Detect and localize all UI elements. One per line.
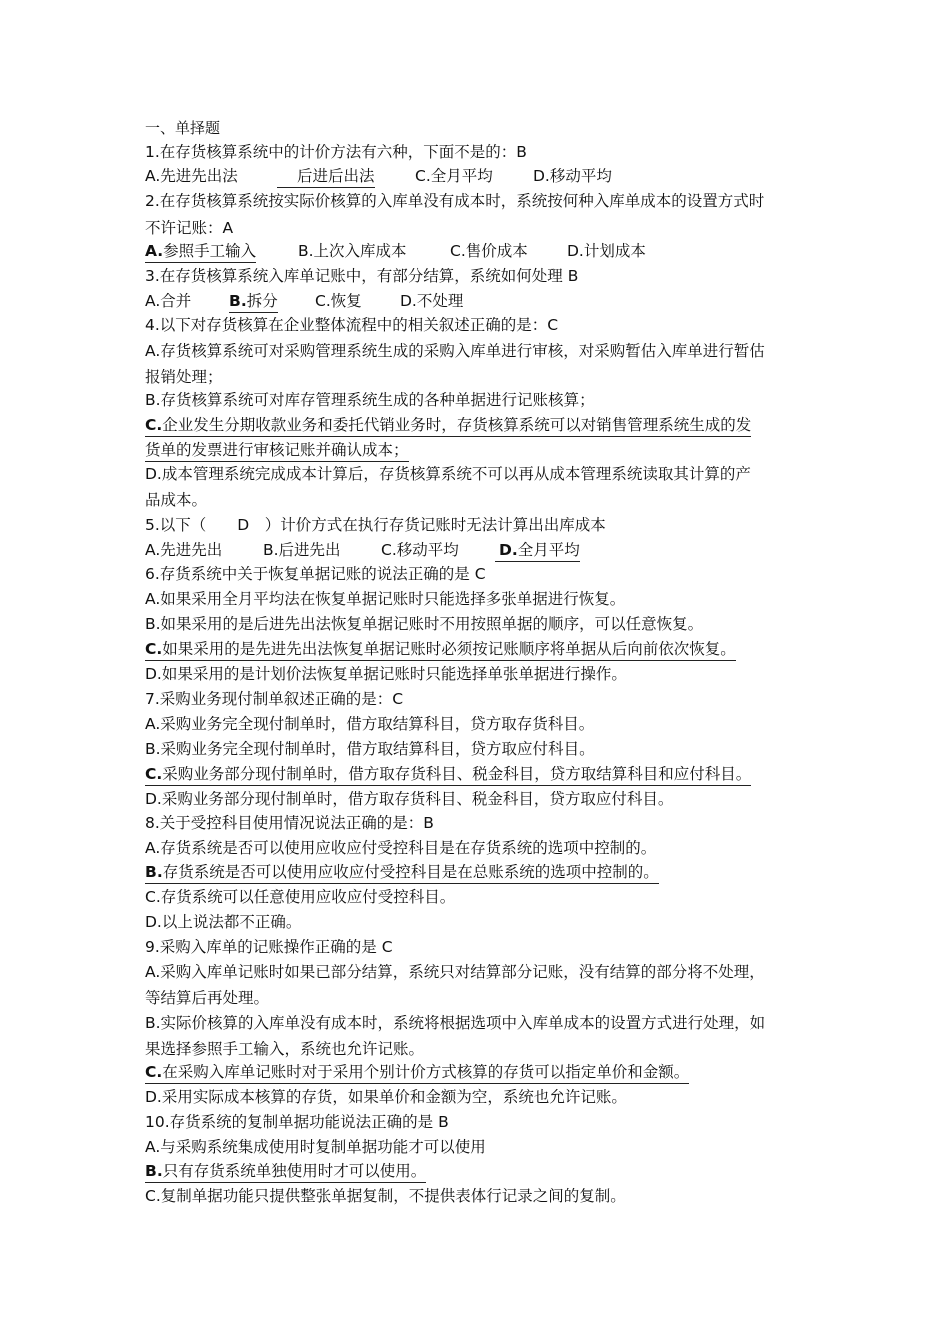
q4-option-d-line2: 品成本。 [145,491,208,509]
q1-option-b-answer: 后进后出法 [277,166,375,188]
q9-option-a-line1: A.采购入库单记账时如果已部分结算，系统只对结算部分记账，没有结算的部分将不处理， [145,963,765,981]
q2-option-b: B.上次入库成本 [298,242,407,260]
question-2-stem-line2: 不许记账：A [145,219,234,237]
q5-option-a: A.先进先出 [145,541,223,559]
question-6-stem: 6.存货系统中关于恢复单据记账的说法正确的是 C [145,565,486,583]
q1-option-d: D.移动平均 [533,167,612,185]
q7-option-d: D.采购业务部分现付制单时，借方取存货科目、税金科目，贷方取应付科目。 [145,790,674,808]
q9-option-d: D.采用实际成本核算的存货，如果单价和金额为空，系统也允许记账。 [145,1088,627,1106]
q10-option-c: C.复制单据功能只提供整张单据复制，不提供表体行记录之间的复制。 [145,1187,626,1205]
q4-option-c-answer-line2: 货单的发票进行审核记账并确认成本； [145,440,409,462]
question-1-stem: 1.在存货核算系统中的计价方法有六种，下面不是的：B [145,143,527,161]
question-9-stem: 9.采购入库单的记账操作正确的是 C [145,938,393,956]
q9-option-b-line1: B.实际价核算的入库单没有成本时，系统将根据选项中入库单成本的设置方式进行处理，如 [145,1014,766,1032]
question-7-stem: 7.采购业务现付制单叙述正确的是：C [145,690,404,708]
q1-option-c: C.全月平均 [415,167,493,185]
question-8-stem: 8.关于受控科目使用情况说法正确的是：B [145,814,434,832]
q7-option-c-answer: C.采购业务部分现付制单时，借方取存货科目、税金科目，贷方取结算科目和应付科目。 [145,764,751,786]
section-title: 一、单择题 [145,119,221,137]
question-10-stem: 10.存货系统的复制单据功能说法正确的是 B [145,1113,449,1131]
q3-option-c: C.恢复 [315,292,362,310]
q2-option-a-answer: A.参照手工输入 [145,241,256,263]
q8-option-a: A.存货系统是否可以使用应收应付受控科目是在存货系统的选项中控制的。 [145,839,657,857]
question-3-options [145,291,805,313]
question-2-options [145,241,805,263]
question-4-stem: 4.以下对存货核算在企业整体流程中的相关叙述正确的是：C [145,316,559,334]
q9-option-c-answer: C.在采购入库单记账时对于采用个别计价方式核算的存货可以指定单价和金额。 [145,1062,689,1084]
question-5-options [145,540,805,562]
q10-option-a: A.与采购系统集成使用时复制单据功能才可以使用 [145,1138,486,1156]
q4-option-d-line1: D.成本管理系统完成成本计算后，存货核算系统不可以再从成本管理系统读取其计算的产 [145,465,751,483]
question-3-stem: 3.在存货核算系统入库单记账中，有部分结算，系统如何处理 B [145,267,579,285]
q3-option-b-answer: B.拆分 [229,291,278,313]
q8-option-b-answer: B.存货系统是否可以使用应收应付受控科目是在总账系统的选项中控制的。 [145,862,659,884]
question-5-stem: 5.以下（ D ）计价方式在执行存货记账时无法计算出出库成本 [145,516,606,534]
q7-option-b: B.采购业务完全现付制单时，借方取结算科目，贷方取应付科目。 [145,740,595,758]
q5-option-c: C.移动平均 [381,541,459,559]
q1-option-a: A.先进先出法 [145,167,238,185]
q4-option-c-answer-line1: C.企业发生分期收款业务和委托代销业务时，存货核算系统可以对销售管理系统生成的发 [145,415,751,437]
q8-option-c: C.存货系统可以任意使用应收应付受控科目。 [145,888,456,906]
q5-option-d-answer: D.全月平均 [495,540,580,562]
q3-option-d: D.不处理 [400,292,464,310]
q10-option-b-answer: B.只有存货系统单独使用时才可以使用。 [145,1161,426,1183]
q6-option-c-answer: C.如果采用的是先进先出法恢复单据记账时必须按记账顺序将单据从后向前依次恢复。 [145,639,736,661]
question-1-options [145,166,805,188]
q5-option-b: B.后进先出 [263,541,341,559]
q3-option-a: A.合并 [145,292,192,310]
q6-option-b: B.如果采用的是后进先出法恢复单据记账时不用按照单据的顺序，可以任意恢复。 [145,615,704,633]
q4-option-a-line2: 报销处理； [145,368,223,386]
q4-option-a-line1: A.存货核算系统可对采购管理系统生成的采购入库单进行审核，对采购暂估入库单进行暂估 [145,342,765,360]
q9-option-b-line2: 果选择参照手工输入，系统也允许记账。 [145,1040,425,1058]
q6-option-d: D.如果采用的是计划价法恢复单据记账时只能选择单张单据进行操作。 [145,665,627,683]
q9-option-a-line2: 等结算后再处理。 [145,989,270,1007]
q4-option-b: B.存货核算系统可对库存管理系统生成的各种单据进行记账核算； [145,391,595,409]
q2-option-d: D.计划成本 [567,242,646,260]
q7-option-a: A.采购业务完全现付制单时，借方取结算科目，贷方取存货科目。 [145,715,595,733]
question-2-stem-line1: 2.在存货核算系统按实际价核算的入库单没有成本时，系统按何种入库单成本的设置方式时 [145,192,765,210]
q2-option-c: C.售价成本 [450,242,528,260]
q8-option-d: D.以上说法都不正确。 [145,913,302,931]
q6-option-a: A.如果采用全月平均法在恢复单据记账时只能选择多张单据进行恢复。 [145,590,626,608]
